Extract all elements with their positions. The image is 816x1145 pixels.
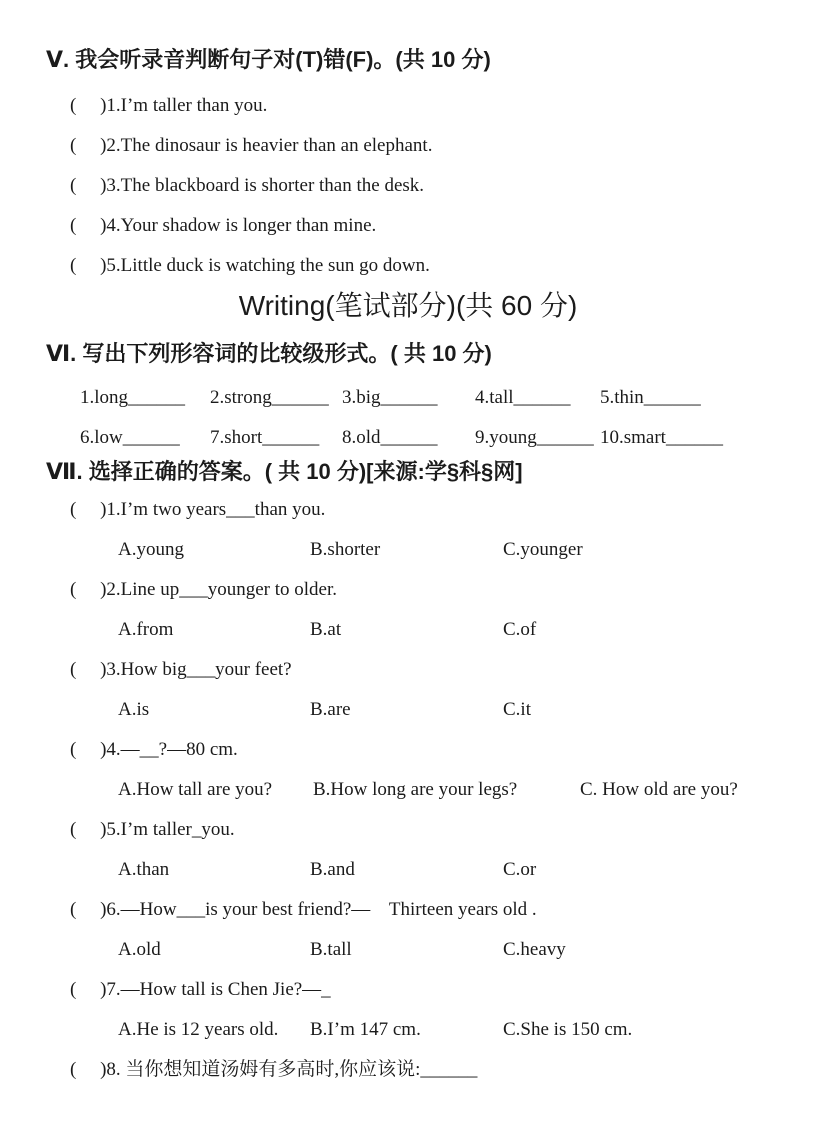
option-b: B.are <box>310 699 351 720</box>
option-a: A.How tall are you? <box>118 779 273 800</box>
option-b: B.tall <box>310 939 352 960</box>
word-blank-short: 7.short______ <box>210 427 320 448</box>
option-b: B.and <box>310 859 355 880</box>
choice-options-2 <box>0 610 816 650</box>
word-blank-young: 9.young______ <box>475 427 594 448</box>
word-blank-long: 1.long______ <box>80 387 186 408</box>
option-a: A.He is 12 years old. <box>118 1019 279 1040</box>
section-vii-title: Ⅶ. 选择正确的答案。( 共 10 分)[来源:学§科§网] <box>46 459 523 484</box>
choice-question-stem-1: ( )1.I’m two years___than you. <box>70 499 326 520</box>
section-v-title: Ⅴ. 我会听录音判断句子对(T)错(F)。(共 10 分) <box>46 47 491 72</box>
word-blank-low: 6.low______ <box>80 427 180 448</box>
option-c: C.younger <box>503 539 583 560</box>
listening-statement-2: ( )2.The dinosaur is heavier than an elephant. <box>70 135 433 156</box>
option-b: B.shorter <box>310 539 381 560</box>
choice-options-1 <box>0 530 816 570</box>
option-a: A.than <box>118 859 170 880</box>
word-blank-smart: 10.smart______ <box>600 427 723 448</box>
option-c: C.it <box>503 699 531 720</box>
word-blank-old: 8.old______ <box>342 427 438 448</box>
listening-statement-1: ( )1.I’m taller than you. <box>70 95 268 116</box>
listening-statement-3: ( )3.The blackboard is shorter than the desk. <box>70 175 425 196</box>
option-b: B.I’m 147 cm. <box>310 1019 421 1040</box>
choice-options-5 <box>0 850 816 890</box>
comparative-words-row-2 <box>0 418 816 458</box>
choice-question-stem-2: ( )2.Line up___younger to older. <box>70 579 338 600</box>
listening-statement-4: ( )4.Your shadow is longer than mine. <box>70 215 377 236</box>
choice-question-stem-6: ( )6.—How___is your best friend?— Thirteen years old . <box>70 899 537 920</box>
section-vi-title: Ⅵ. 写出下列形容词的比较级形式。( 共 10 分) <box>46 341 492 366</box>
option-b: B.at <box>310 619 342 640</box>
choice-question-stem-5: ( )5.I’m taller_you. <box>70 819 235 840</box>
word-blank-strong: 2.strong______ <box>210 387 329 408</box>
choice-options-3 <box>0 690 816 730</box>
option-c: C.of <box>503 619 537 640</box>
option-c: C.or <box>503 859 537 880</box>
option-c: C. How old are you? <box>580 779 738 800</box>
option-a: A.old <box>118 939 161 960</box>
choice-options-4 <box>0 770 816 810</box>
choice-options-6 <box>0 930 816 970</box>
option-c: C.heavy <box>503 939 566 960</box>
choice-question-stem-4: ( )4.—__?—80 cm. <box>70 739 238 760</box>
writing-section-heading: Writing(笔试部分)(共 60 分) <box>238 290 578 321</box>
comparative-words-row-1 <box>0 378 816 418</box>
option-b: B.How long are your legs? <box>313 779 518 800</box>
option-a: A.is <box>118 699 150 720</box>
word-blank-big: 3.big______ <box>342 387 438 408</box>
word-blank-tall: 4.tall______ <box>475 387 571 408</box>
option-c: C.She is 150 cm. <box>503 1019 633 1040</box>
option-a: A.young <box>118 539 184 560</box>
option-a: A.from <box>118 619 174 640</box>
listening-statement-5: ( )5.Little duck is watching the sun go down. <box>70 255 430 276</box>
word-blank-thin: 5.thin______ <box>600 387 701 408</box>
choice-question-stem-7: ( )7.—How tall is Chen Jie?—_ <box>70 979 331 1000</box>
choice-question-stem-8: ( )8. 当你想知道汤姆有多高时,你应该说:______ <box>70 1059 478 1080</box>
choice-options-7 <box>0 1010 816 1050</box>
choice-question-stem-3: ( )3.How big___your feet? <box>70 659 292 680</box>
